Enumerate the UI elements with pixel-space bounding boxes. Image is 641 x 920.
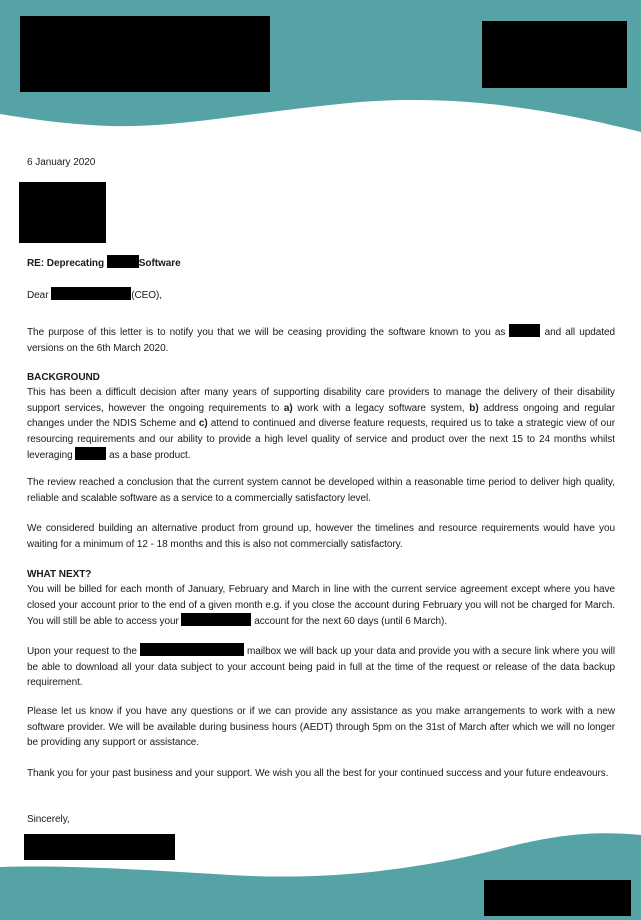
redacted-product-name: [509, 324, 540, 337]
what-next-heading: WHAT NEXT?: [27, 569, 92, 580]
closing-paragraph: Thank you for your past business and your support. We wish you all the best for your continued success and your future endeavours.: [27, 768, 609, 779]
redacted-recipient-name: [51, 287, 131, 300]
redacted-product-name: [75, 447, 106, 460]
redacted-header-logo-right: [482, 21, 627, 88]
redacted-company-logo: [20, 16, 270, 92]
background-paragraph-1: This has been a difficult decision after many years of supporting disability care providers to manage the delivery of their disability support services, however the ongoing requirements to a) work with a legacy software system, b) address ongoing and regular changes under the NDIS Scheme and c) attend to continued and diverse feature requests, required us to take a strategic view of our resourcing requirements and our ability to provide a high level quality of service and product over the next 15 to 24 months whilst leveraging as a base product.: [27, 387, 615, 461]
subject-line: RE: Deprecating Software: [27, 255, 181, 272]
next-paragraph-2: Upon your request to the mailbox we will back up your data and provide you with a secure link where you will be able to download all your data subject to your account being paid in full at the time of the request or release of the data backup requirement.: [27, 643, 615, 691]
redacted-mailbox-address: [140, 643, 244, 656]
redacted-footer-logo: [484, 880, 631, 916]
letter-date: 6 January 2020: [27, 157, 96, 168]
background-heading: BACKGROUND: [27, 372, 100, 383]
intro-paragraph: The purpose of this letter is to notify you that we will be ceasing providing the software known to you as and all updated versions on the 6th March 2020.: [27, 324, 615, 356]
salutation: Dear (CEO),: [27, 287, 162, 304]
background-paragraph-2: The review reached a conclusion that the current system cannot be developed within a reasonable time period to deliver high quality, reliable and scalable software as a service to a commercially satisfactory level.: [27, 477, 615, 504]
next-paragraph-1: You will be billed for each month of January, February and March in line with the current service agreement except where you have closed your account prior to the end of a given month e.g. if you close the account during February you will not be charged for March. You will still be able to access your account for the next 60 days (until 6 March).: [27, 584, 615, 627]
sign-off: Sincerely,: [27, 814, 70, 825]
background-paragraph-3: We considered building an alternative product from ground up, however the timelines and resource requirements would have you waiting for a minimum of 12 - 18 months and this is also not commercially satisfactory.: [27, 523, 615, 550]
next-paragraph-3: Please let us know if you have any questions or if we can provide any assistance as you make arrangements to work with a new software provider. We will be available during business hours (AEDT) through 5pm on the 31st of March after which we will no longer be providing any support or assistance.: [27, 706, 615, 748]
redacted-signature: [24, 834, 175, 860]
redacted-recipient-address: [19, 182, 106, 243]
redacted-product-name: [181, 613, 251, 626]
redacted-product-name: [107, 255, 139, 268]
